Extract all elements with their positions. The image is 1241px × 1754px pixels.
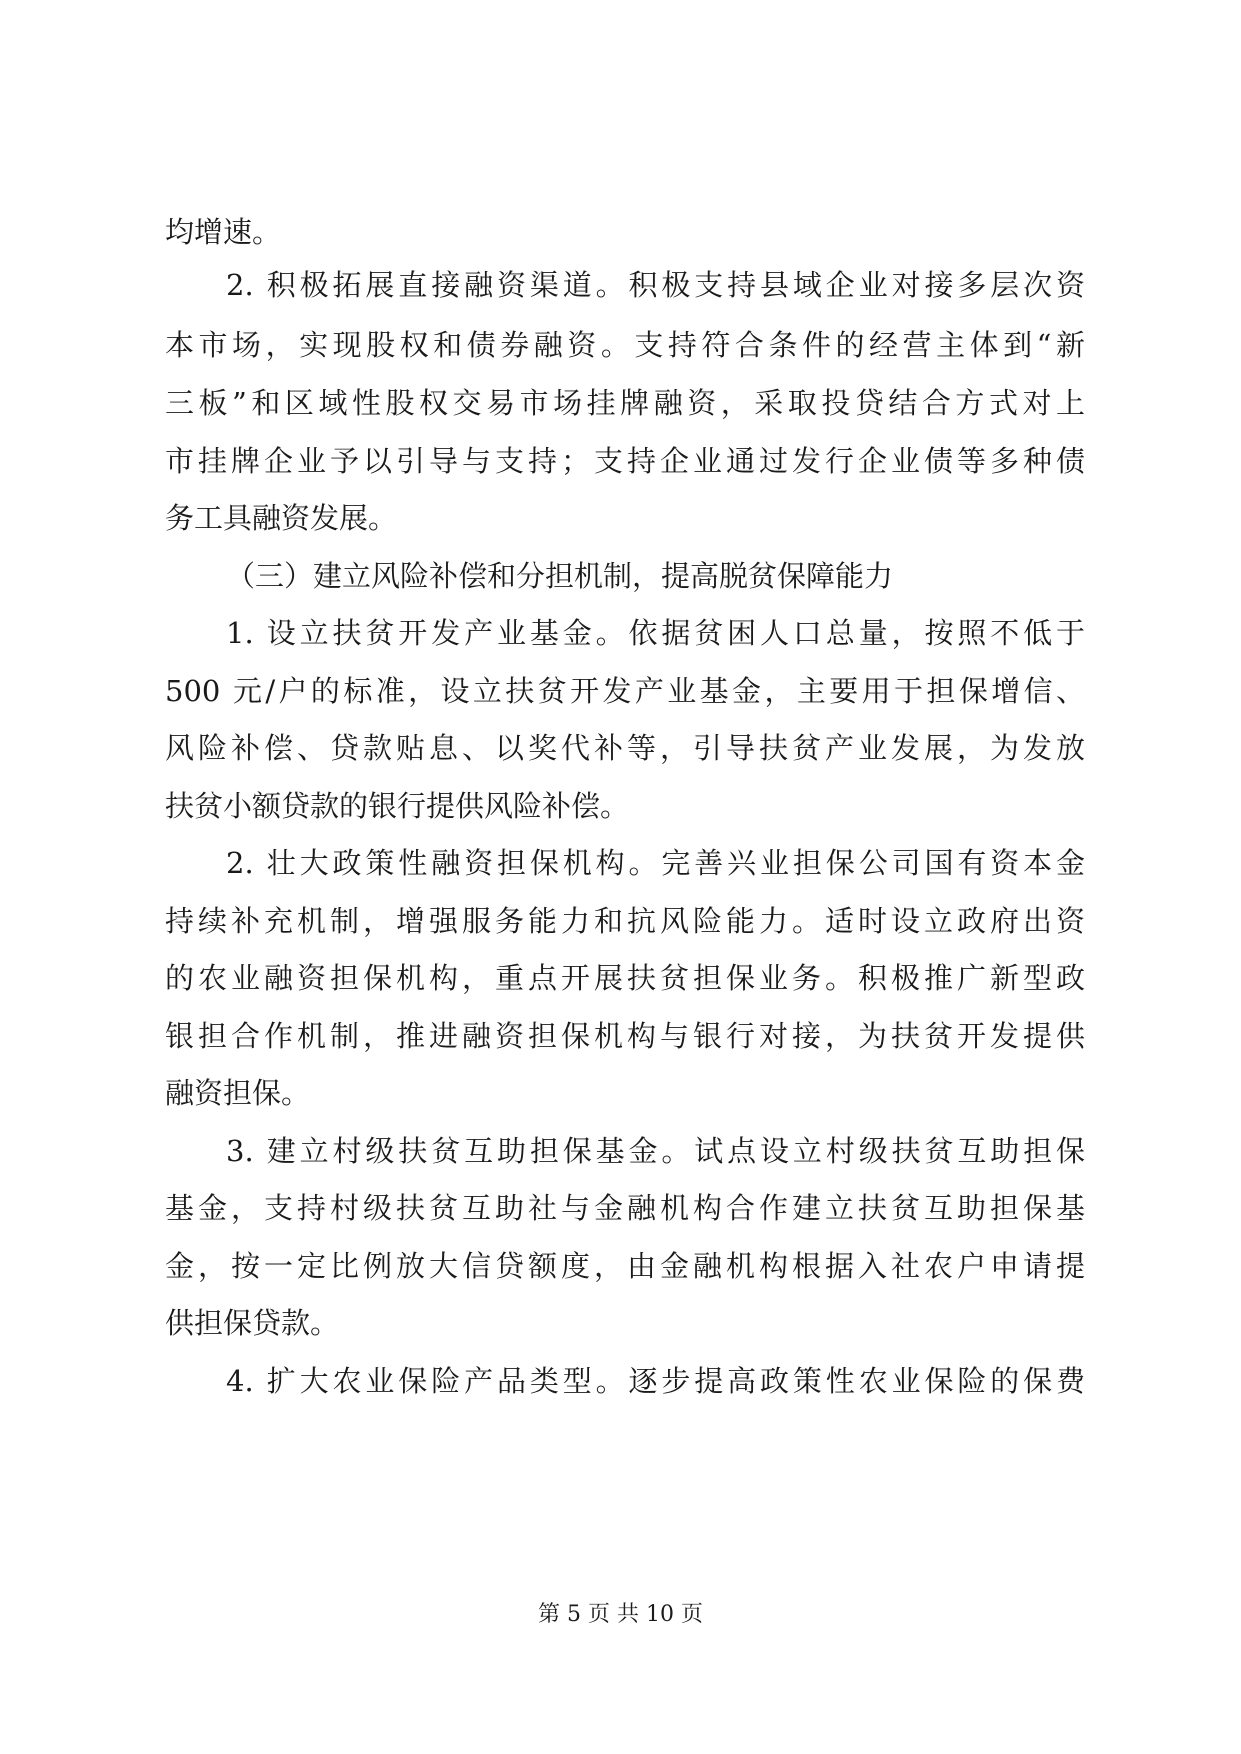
- paragraph-start-line: 2. 积极拓展直接融资渠道。积极支持县域企业对接多层次资: [226, 268, 1085, 302]
- page-number-label: 第 5 页 共 10 页: [538, 1602, 703, 1627]
- text-line: 均增速。: [165, 215, 282, 249]
- text-line: 风险补偿、贷款贴息、以奖代补等，引导扶贫产业发展，为发放: [165, 731, 1085, 765]
- paragraph-start-line: 3. 建立村级扶贫互助担保基金。试点设立村级扶贫互助担保: [226, 1134, 1085, 1168]
- text-line: 持续补充机制，增强服务能力和抗风险能力。适时设立政府出资: [165, 904, 1085, 938]
- paragraph-start-line: 1. 设立扶贫开发产业基金。依据贫困人口总量，按照不低于: [226, 616, 1085, 650]
- text-line: 务工具融资发展。: [165, 501, 398, 535]
- paragraph-start-line: 4. 扩大农业保险产品类型。逐步提高政策性农业保险的保费: [226, 1364, 1085, 1398]
- text-line: 金，按一定比例放大信贷额度，由金融机构根据入社农户申请提: [165, 1249, 1085, 1283]
- text-line: 的农业融资担保机构，重点开展扶贫担保业务。积极推广新型政: [165, 961, 1085, 995]
- section-heading: （三）建立风险补偿和分担机制，提高脱贫保障能力: [226, 559, 894, 593]
- text-line: 基金，支持村级扶贫互助社与金融机构合作建立扶贫互助担保基: [165, 1191, 1085, 1225]
- text-line: 供担保贷款。: [165, 1306, 340, 1340]
- page-footer: [0, 1600, 1241, 1630]
- text-line: 三板”和区域性股权交易市场挂牌融资，采取投贷结合方式对上: [165, 386, 1085, 420]
- text-line: 500 元/户的标准，设立扶贫开发产业基金，主要用于担保增信、: [165, 674, 1085, 708]
- paragraph-start-line: 2. 壮大政策性融资担保机构。完善兴业担保公司国有资本金: [226, 846, 1085, 880]
- text-line: 扶贫小额贷款的银行提供风险补偿。: [165, 789, 630, 823]
- text-line: 市挂牌企业予以引导与支持；支持企业通过发行企业债等多种债: [165, 444, 1085, 478]
- text-line: 融资担保。: [165, 1076, 311, 1110]
- text-line: 银担合作机制，推进融资担保机构与银行对接，为扶贫开发提供: [165, 1019, 1085, 1053]
- text-line: 本市场，实现股权和债券融资。支持符合条件的经营主体到“新: [165, 328, 1085, 362]
